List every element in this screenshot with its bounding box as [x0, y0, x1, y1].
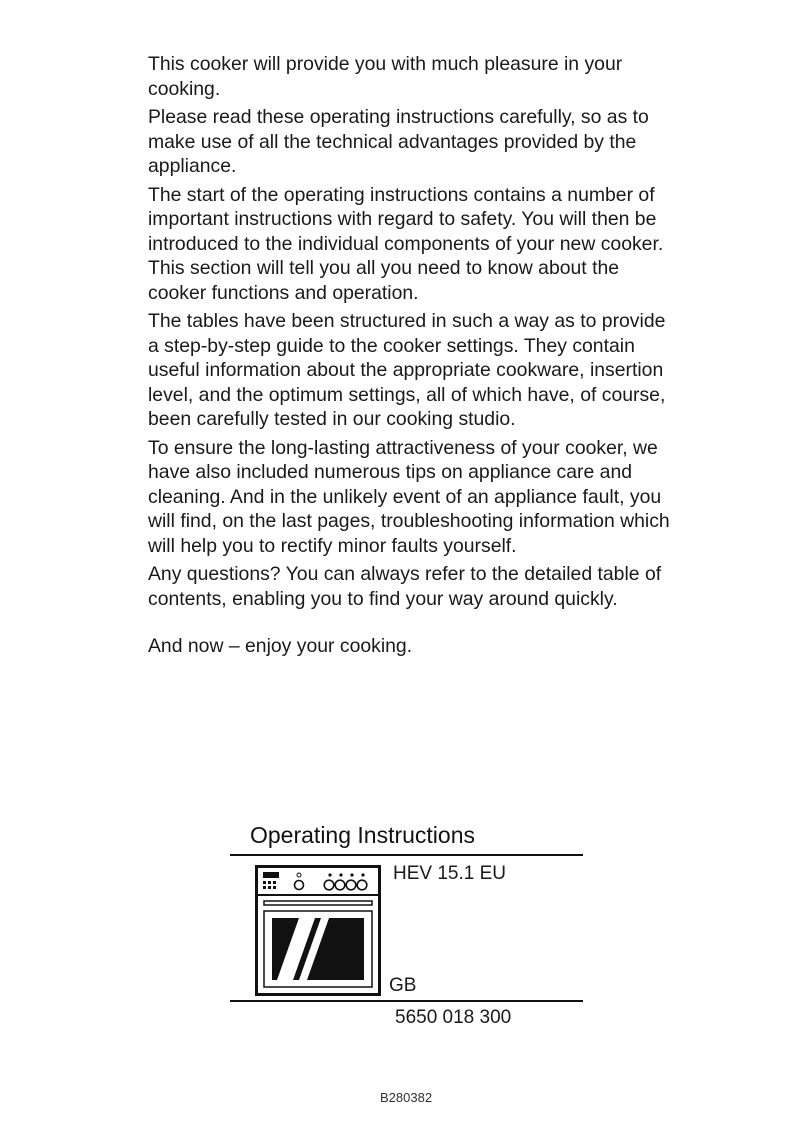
language-code: GB [389, 975, 417, 996]
intro-paragraph-4: The tables have been structured in such a way as to provide a step-by-step guide to the cooker settings. They contain useful information about the appropriate cookware, insertion level, and the optimum settings, all of which have, of course, been carefully tested in our cooking studio. [148, 310, 666, 430]
title-rule-bottom [230, 1000, 583, 1002]
intro-paragraph-1: This cooker will provide you with much pleasure in your cooking. [148, 53, 623, 100]
footer-code: B280382 [380, 1090, 433, 1105]
document-title: Operating Instructions [250, 822, 476, 848]
part-number: 5650 018 300 [395, 1007, 512, 1028]
closing-line: And now – enjoy your cooking. [148, 635, 413, 657]
model-number: HEV 15.1 EU [393, 863, 506, 884]
intro-paragraph-3: The start of the operating instructions contains a number of important instructions with regard to safety. You will then be introduced to the individual components of your new cooker. This section will tell you all you need to know about the cooker functions and operation. [148, 183, 664, 304]
intro-paragraph-2: Please read these operating instructions carefully, so as to make use of all the technical advantages provided by the appliance. [148, 106, 649, 177]
oven-icon [255, 865, 381, 996]
intro-text [148, 52, 678, 615]
title-rule-top [230, 854, 583, 856]
intro-paragraph-5: To ensure the long-lasting attractiveness of your cooker, we have also included numerous tips on appliance care and cleaning. And in the unlikely event of an appliance fault, you will find, on the last pages, troubleshooting information which will help you to rectify minor faults yourself. [148, 436, 670, 557]
intro-paragraph-6: Any questions? You can always refer to the detailed table of contents, enabling you to find your way around quickly. [148, 563, 662, 610]
